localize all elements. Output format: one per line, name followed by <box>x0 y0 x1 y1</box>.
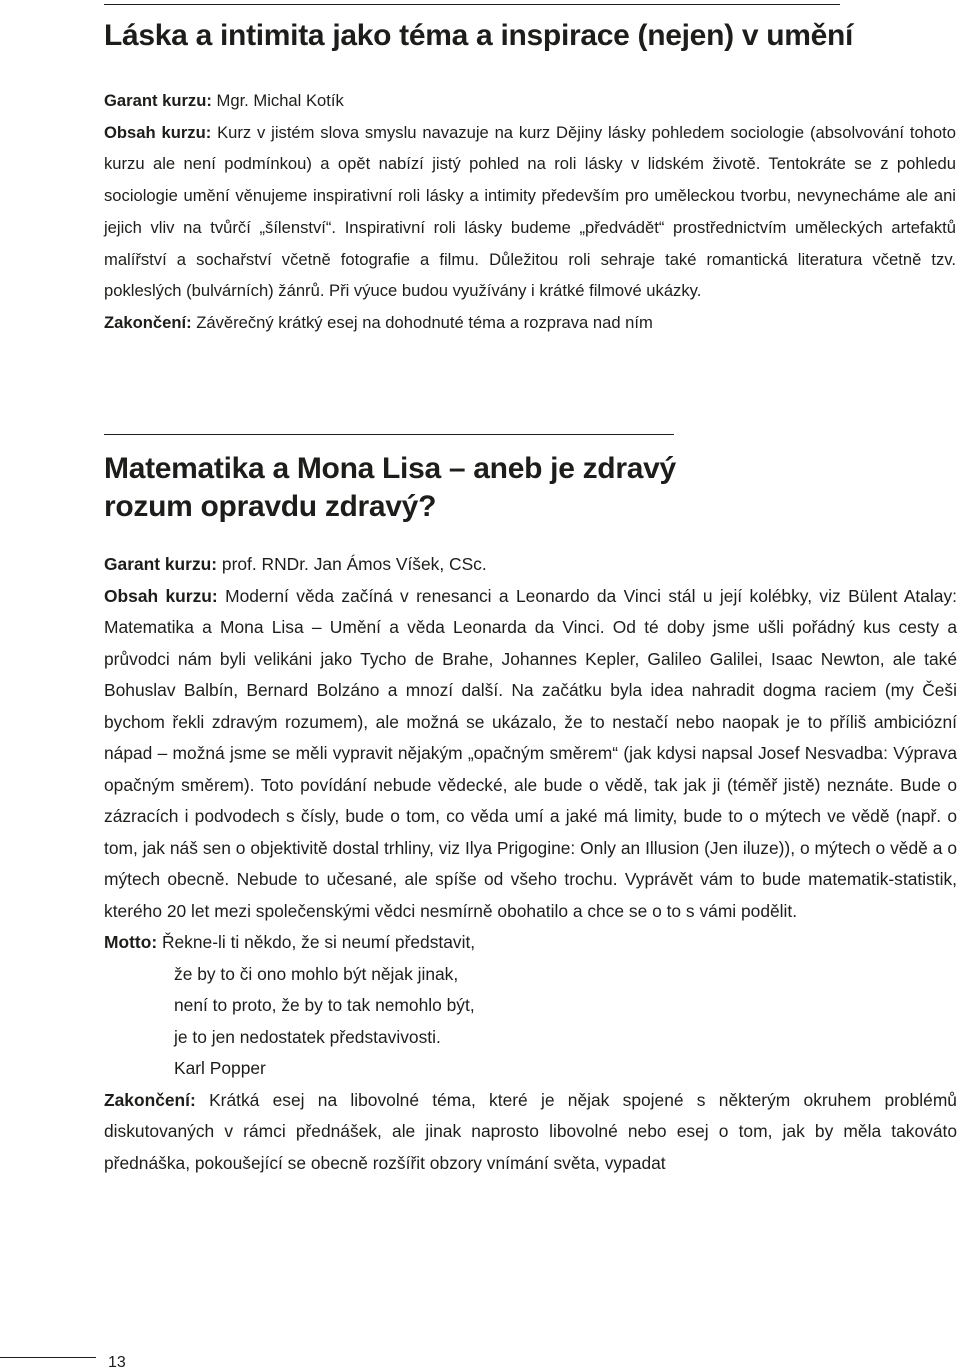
garant-value: Mgr. Michal Kotík <box>216 91 344 110</box>
obsah-value: Kurz v jistém slova smyslu navazuje na kurz Dějiny lásky pohledem sociologie (absolvování tohoto kurzu ale není podmínkou) a opět nabízí jistý pohled na roli lásky v lidském životě. Tentokráte se z pohledu sociologie umění věnujeme inspirativní roli lásky a intimity především pro uměleckou tvorbu, nevynecháme ale ani jejich vliv na tvůrčí „šílenství“. Inspirativní roli lásky budeme „předvádět“ prostřednictvím uměleckých artefaktů malířství a sochařství včetně fotografie a filmu. Důležitou roli sehraje také romantická literatura včetně tzv. pokleslých (bulvárních) žánrů. Při výuce budou využívány i krátké filmové ukázky. <box>104 122 956 301</box>
obsah-label: Obsah kurzu: <box>104 122 212 142</box>
obsah-row <box>104 117 956 307</box>
garant-row <box>104 549 957 581</box>
section-divider <box>104 434 674 435</box>
zakonceni-row <box>104 1085 957 1180</box>
zakonceni-value: Závěrečný krátký esej na dohodnuté téma a rozprava nad ním <box>196 312 653 332</box>
motto-label: Motto: <box>104 932 158 952</box>
motto-line: je to jen nedostatek představivosti. <box>174 1026 441 1047</box>
zakonceni-label: Zakončení: <box>104 312 192 332</box>
obsah-value: Moderní věda začíná v renesanci a Leonardo da Vinci stál u její kolébky, viz Bülent Atalay: Matematika a Mona Lisa – Umění a věda Leonarda da Vinci. Od té doby jsme ušli pořádný kus cesty a průvodci nám byli velikáni jako Tycho de Brahe, Johannes Kepler, Galileo Galilei, Isaac Newton, ale také Bohuslav Balbín, Bernard Bolzáno a mnozí další. Na začátku byla idea nahradit dogma raciem (my Češi bychom řekli zdravým rozumem), ale možná se ukázalo, že to nestačí nebo naopak je to příliš ambiciózní nápad – možná jsme se měli vypravit nějakým „opačným směrem“ (jak kdysi napsal Josef Nesvadba: Výprava opačným směrem). Toto povídání nebude vědecké, ale bude o vědě, tak jak ji (téměř jistě) neznáte. Bude o zázracích i podvodech s čísly, bude o tom, co věda umí a jaké má limity, bude to o mýtech ve vědě (např. o tom, jak náš sen o objektivitě dostal trhliny, viz Ilya Prigogine: Only an Illusion (Jen iluze)), o mýtech o vědě a o mýtech obecně. Nebude to učesané, ale spíše od všeho trochu. Vyprávět vám to bude matematik-statistik, kterého 20 let mezi společenskými vědci nesmírně obohatilo a chce se o to s vámi podělit. <box>104 585 957 921</box>
obsah-label: Obsah kurzu: <box>104 585 218 606</box>
course-title <box>104 450 676 526</box>
course-title-line-1: Matematika a Mona Lisa – aneb je zdravý <box>104 452 676 485</box>
page-number: 13 <box>108 1354 126 1371</box>
obsah-row <box>104 581 957 928</box>
motto-line: že by to či ono mohlo být nějak jinak, <box>174 963 459 984</box>
garant-row <box>104 85 956 117</box>
course-details <box>104 85 956 339</box>
motto-line: není to proto, že by to tak nemohlo být, <box>174 995 475 1015</box>
garant-value: prof. RNDr. Jan Ámos Víšek, CSc. <box>221 554 487 574</box>
course-details <box>104 549 957 1179</box>
zakonceni-label: Zakončení: <box>104 1089 196 1110</box>
garant-label: Garant kurzu: <box>104 554 218 574</box>
top-divider <box>104 4 840 5</box>
zakonceni-value: Krátká esej na libovolné téma, které je nějak spojené s některým okruhem problémů diskutovaných v rámci přednášek, ale jinak naprosto libovolné nebo esej o tom, jak by měla takováto přednáška, pokoušející se obecně rozšířit obzory vnímání světa, vypadat <box>104 1089 957 1173</box>
motto-first-line: Řekne-li ti někdo, že si neumí představit, <box>161 932 476 952</box>
zakonceni-row <box>104 307 956 339</box>
motto-row <box>104 927 957 959</box>
motto-author: Karl Popper <box>174 1058 266 1078</box>
footer-divider <box>0 1357 96 1358</box>
course-title-line-2: rozum opravdu zdravý? <box>104 490 437 523</box>
course-title: Láska a intimita jako téma a inspirace (nejen) v umění <box>104 19 854 52</box>
garant-label: Garant kurzu: <box>104 91 212 110</box>
motto-lines <box>104 959 957 1085</box>
